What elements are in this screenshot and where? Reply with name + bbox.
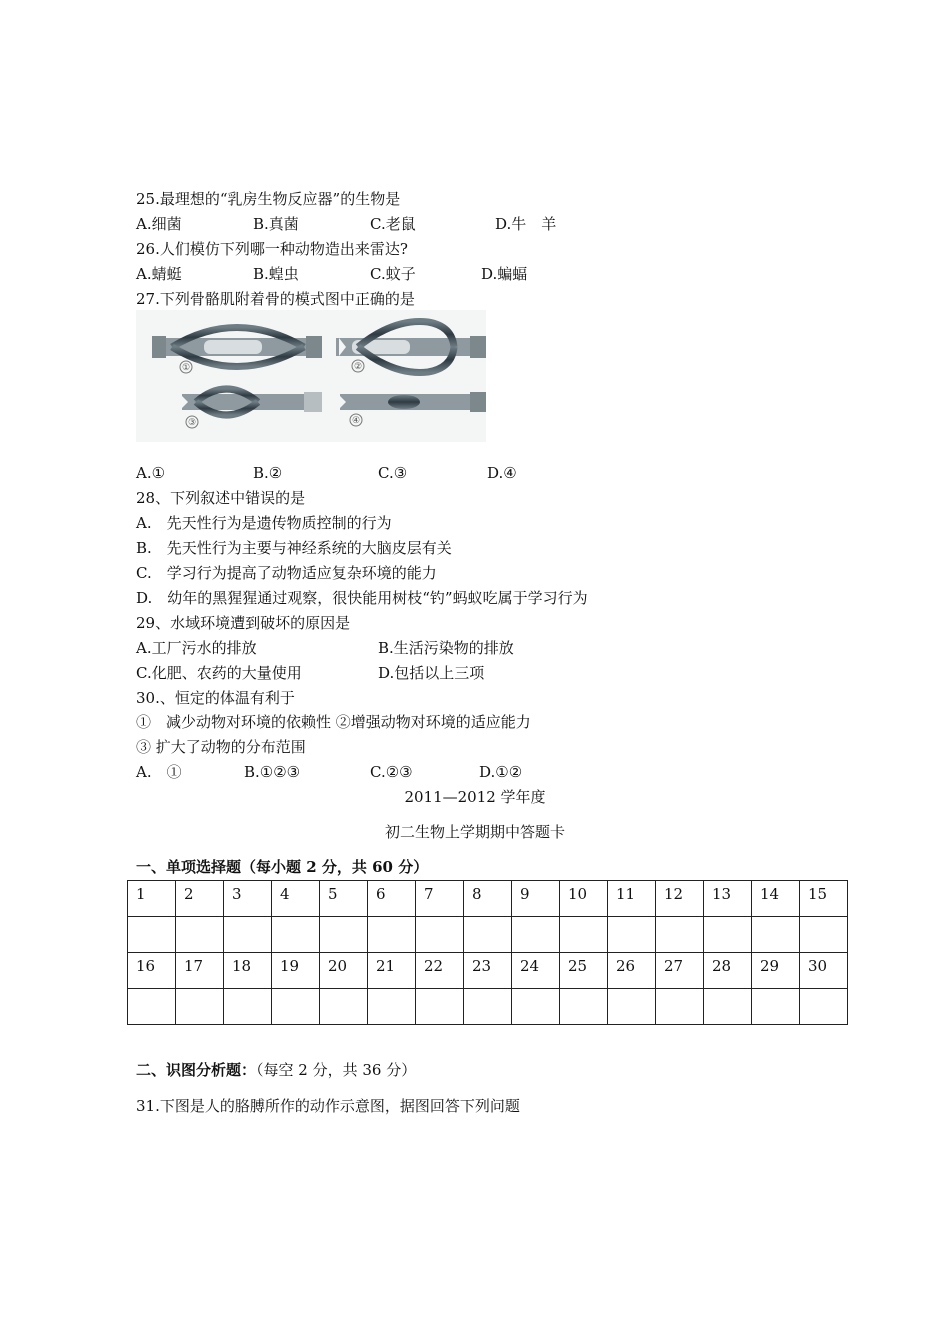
answer-cell[interactable] [224,917,272,953]
grid-number-cell: 18 [224,953,272,989]
grid-number-row-2 [128,953,848,989]
q25-option-b: B.真菌 [253,215,299,233]
q25-stem: 25.最理想的“乳房生物反应器”的生物是 [136,190,401,208]
answer-cell[interactable] [512,989,560,1025]
section-2-title-bold: 二、识图分析题： [136,1061,257,1079]
answer-cell[interactable] [224,989,272,1025]
q27-option-b: B.② [253,464,283,482]
section-2-title [136,1060,416,1080]
grid-number-cell: 10 [560,881,608,917]
q30-statement-line-1: ① 减少动物对环境的依赖性 ②增强动物对环境的适应能力 [136,713,531,731]
q27-option-c: C.③ [378,464,408,482]
answer-cell[interactable] [608,989,656,1025]
grid-number-cell: 30 [800,953,848,989]
answer-cell[interactable] [176,989,224,1025]
q27-option-d: D.④ [487,464,517,482]
answer-cell[interactable] [320,989,368,1025]
q28-option-b: B. 先天性行为主要与神经系统的大脑皮层有关 [136,539,452,557]
q26-option-d: D.蝙蝠 [481,265,528,283]
grid-number-cell: 17 [176,953,224,989]
figure-label-4: ④ [351,416,361,426]
q28-stem: 28、下列叙述中错误的是 [136,489,306,507]
q29-stem: 29、水域环境遭到破坏的原因是 [136,614,351,632]
q30-stem: 30.、恒定的体温有利于 [136,689,295,707]
grid-number-cell: 3 [224,881,272,917]
q29-option-d: D.包括以上三项 [378,664,485,682]
grid-number-cell: 1 [128,881,176,917]
grid-number-row-1 [128,881,848,917]
grid-number-cell: 19 [272,953,320,989]
q29-option-a: A.工厂污水的排放 [136,639,257,657]
q28-option-c: C. 学习行为提高了动物适应复杂环境的能力 [136,564,437,582]
answer-cell[interactable] [560,989,608,1025]
grid-number-cell: 14 [752,881,800,917]
figure-label-1: ① [181,363,191,373]
q25-option-a: A.细菌 [136,215,182,233]
diagram-panel-1 [152,328,322,374]
answer-cell[interactable] [656,917,704,953]
q27-option-a: A.① [136,464,166,482]
grid-number-cell: 29 [752,953,800,989]
answer-cell[interactable] [560,917,608,953]
skeletal-muscle-figure [136,310,486,442]
grid-number-cell: 26 [608,953,656,989]
q30-option-c: C.②③ [370,763,413,781]
muscle-bone-diagram [136,310,486,442]
grid-number-cell: 27 [656,953,704,989]
diagram-panel-4 [338,392,486,426]
q30-option-a: A. ① [136,763,182,781]
grid-number-cell: 5 [320,881,368,917]
grid-number-cell: 16 [128,953,176,989]
answer-cell[interactable] [752,917,800,953]
grid-number-cell: 25 [560,953,608,989]
grid-number-cell: 24 [512,953,560,989]
q26-option-a: A.蜻蜓 [136,265,182,283]
school-year: 2011—2012 学年度 [404,788,546,806]
grid-number-cell: 11 [608,881,656,917]
grid-number-cell: 2 [176,881,224,917]
q31-stem: 31.下图是人的胳膊所作的动作示意图，据图回答下列问题 [136,1097,520,1115]
grid-answer-row-2 [128,989,848,1025]
answer-cell[interactable] [800,917,848,953]
grid-answer-row-1 [128,917,848,953]
answer-card-title: 初二生物上学期期中答题卡 [384,823,565,841]
answer-cell[interactable] [368,917,416,953]
grid-number-cell: 15 [800,881,848,917]
section-1-title: 一、单项选择题（每小题 2 分，共 60 分） [136,858,429,876]
diagram-panel-3 [180,389,322,428]
grid-number-cell: 4 [272,881,320,917]
grid-number-cell: 20 [320,953,368,989]
q28-option-a: A. 先天性行为是遗传物质控制的行为 [136,514,392,532]
answer-cell[interactable] [656,989,704,1025]
answer-cell[interactable] [320,917,368,953]
answer-cell[interactable] [608,917,656,953]
grid-number-cell: 8 [464,881,512,917]
q29-option-b: B.生活污染物的排放 [378,639,514,657]
q27-stem: 27.下列骨骼肌附着骨的模式图中正确的是 [136,290,415,308]
q30-option-d: D.①② [479,763,523,781]
grid-number-cell: 23 [464,953,512,989]
answer-cell[interactable] [128,989,176,1025]
answer-cell[interactable] [512,917,560,953]
q30-option-b: B.①②③ [244,763,301,781]
answer-cell[interactable] [368,989,416,1025]
answer-cell[interactable] [176,917,224,953]
q26-option-b: B.蝗虫 [253,265,299,283]
answer-cell[interactable] [416,917,464,953]
q25-option-c: C.老鼠 [370,215,416,233]
section-2-title-rest: （每空 2 分，共 36 分） [256,1061,417,1079]
answer-cell[interactable] [704,989,752,1025]
answer-grid [127,880,848,1025]
grid-number-cell: 21 [368,953,416,989]
grid-number-cell: 13 [704,881,752,917]
answer-cell[interactable] [800,989,848,1025]
figure-label-2: ② [353,362,363,372]
answer-cell[interactable] [272,917,320,953]
grid-number-cell: 6 [368,881,416,917]
figure-label-3: ③ [187,418,197,428]
diagram-panel-2 [336,322,486,373]
answer-cell[interactable] [128,917,176,953]
answer-cell[interactable] [704,917,752,953]
grid-number-cell: 22 [416,953,464,989]
q29-option-c: C.化肥、农药的大量使用 [136,664,302,682]
grid-number-cell: 28 [704,953,752,989]
answer-cell[interactable] [416,989,464,1025]
answer-cell[interactable] [272,989,320,1025]
grid-number-cell: 12 [656,881,704,917]
answer-cell[interactable] [464,917,512,953]
q26-option-c: C.蚊子 [370,265,416,283]
q26-stem: 26.人们模仿下列哪一种动物造出来雷达? [136,240,408,258]
q30-statement-line-2: ③ 扩大了动物的分布范围 [136,738,306,756]
grid-number-cell: 9 [512,881,560,917]
q25-option-d: D.牛 羊 [495,215,557,233]
answer-cell[interactable] [752,989,800,1025]
grid-number-cell: 7 [416,881,464,917]
q28-option-d: D. 幼年的黑猩猩通过观察，很快能用树枝“钓”蚂蚁吃属于学习行为 [136,589,588,607]
answer-cell[interactable] [464,989,512,1025]
